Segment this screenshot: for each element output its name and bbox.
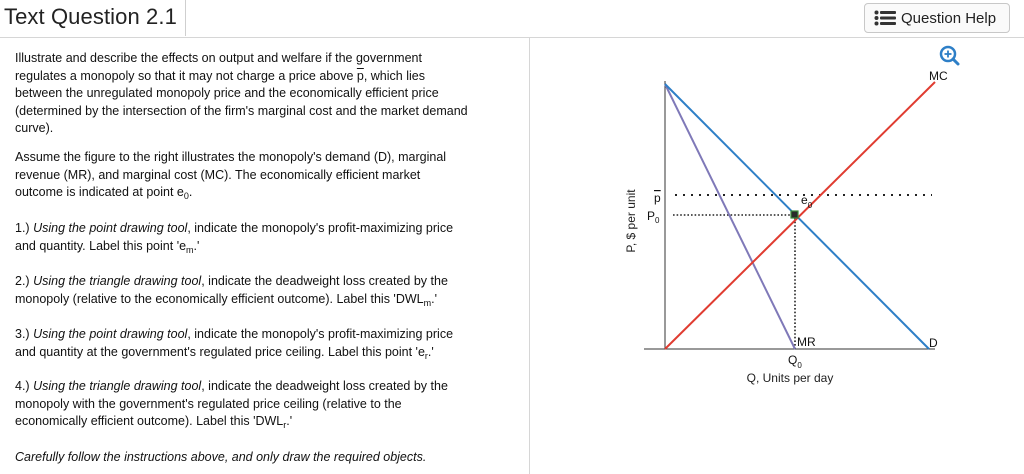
subscript: m	[423, 297, 432, 308]
step-text: , indicate the deadweight loss created by the	[201, 274, 448, 288]
step-tool: Using the triangle drawing tool	[33, 379, 202, 393]
step-text: and quantity. Label this point 'e	[15, 238, 187, 253]
step-line	[15, 344, 520, 366]
step-number: 4.)	[15, 379, 34, 393]
assume-text: outcome is indicated at point e	[15, 185, 184, 199]
question-help-button[interactable]	[864, 3, 1010, 33]
step-line	[15, 326, 520, 344]
assume-paragraph	[15, 149, 520, 206]
subscript: 0	[183, 191, 189, 201]
step-end: .'	[286, 414, 293, 428]
p0-subscript: 0	[655, 216, 660, 225]
question-header	[0, 0, 1024, 38]
step-text: monopoly (relative to the economically efficient outcome). Label this 'DWL	[15, 291, 424, 306]
step-end: .'	[431, 291, 437, 306]
assume-line: Assume the figure to the right illustrates the monopoly's demand (D), marginal	[15, 150, 447, 164]
footer-text: Carefully follow the instructions above, and only draw the required objects.	[15, 450, 427, 464]
step-number: 3.)	[15, 327, 34, 341]
step-2	[15, 273, 520, 312]
subscript: m	[186, 244, 194, 255]
zoom-in-icon[interactable]	[941, 47, 958, 64]
step-line	[15, 220, 520, 238]
question-title: Text Question 2.1	[4, 4, 177, 29]
step-text: and quantity at the government's regulated price ceiling. Label this point 'e	[15, 344, 425, 359]
demand-label: D	[929, 336, 938, 350]
assume-line: revenue (MR), and marginal cost (MC). The economically efficient market	[15, 167, 421, 182]
step-3	[15, 326, 520, 365]
efficient-point-e0[interactable]	[791, 211, 798, 218]
step-line	[15, 413, 520, 435]
x-axis-label: Q, Units per day	[746, 371, 834, 385]
intro-line: between the unregulated monopoly price and the economically efficient price	[15, 86, 439, 100]
step-end: .'	[427, 344, 434, 359]
y-axis-label: P, $ per unit	[624, 189, 638, 253]
q0-letter: Q	[788, 353, 798, 367]
step-number: 2.)	[15, 274, 34, 288]
step-tool: Using the triangle drawing tool	[33, 274, 202, 288]
question-help-label: Question Help	[901, 9, 997, 27]
step-4	[15, 378, 520, 435]
title-container	[0, 0, 186, 36]
intro-paragraph	[15, 50, 520, 138]
mr-label: MR	[797, 335, 816, 349]
e0-subscript: 0	[807, 201, 813, 210]
step-text: , indicate the deadweight loss created by the	[201, 379, 448, 393]
period: .	[188, 185, 193, 199]
step-tool: Using the point drawing tool	[33, 221, 188, 235]
step-line: monopoly with the government's regulated price ceiling (relative to the	[15, 396, 402, 411]
step-1	[15, 220, 520, 259]
intro-text: , which lies	[363, 68, 425, 83]
intro-line: curve).	[15, 121, 54, 135]
question-text-pane	[0, 38, 530, 474]
graph-canvas[interactable]	[530, 38, 1024, 474]
step-tool: Using the point drawing tool	[33, 327, 188, 341]
step-line	[15, 238, 520, 260]
subscript: r	[424, 350, 428, 361]
step-number: 1.)	[15, 221, 34, 235]
q0-subscript: 0	[797, 361, 802, 370]
e0-label	[801, 193, 813, 210]
e0-letter: e	[801, 193, 808, 207]
mr-curve	[665, 84, 795, 349]
intro-line	[15, 68, 520, 86]
p-bar-label: p	[654, 191, 661, 205]
footer-note	[15, 449, 520, 467]
step-text: economically efficient outcome). Label this 'DWL	[15, 414, 284, 428]
q0-label	[788, 353, 802, 370]
step-text: , indicate the monopoly's profit-maximizing price	[187, 221, 454, 235]
subscript: r	[283, 420, 287, 430]
graph-panel[interactable]	[530, 38, 1024, 474]
step-line	[15, 378, 520, 396]
intro-line: Illustrate and describe the effects on output and welfare if the government	[15, 51, 422, 65]
step-line	[15, 273, 520, 291]
assume-line	[15, 184, 520, 206]
p0-letter: P	[647, 209, 656, 223]
intro-text: regulates a monopoly so that it may not charge a price above	[15, 68, 357, 83]
list-icon	[874, 10, 896, 26]
p-bar-symbol: $\overline{p}$	[356, 68, 364, 83]
step-text: , indicate the monopoly's profit-maximizing price	[187, 327, 454, 341]
step-end: .'	[193, 238, 200, 253]
step-line	[15, 291, 520, 313]
mc-label: MC	[929, 69, 948, 83]
p0-label	[647, 209, 660, 225]
intro-line: (determined by the intersection of the firm's marginal cost and the market demand	[15, 103, 468, 118]
